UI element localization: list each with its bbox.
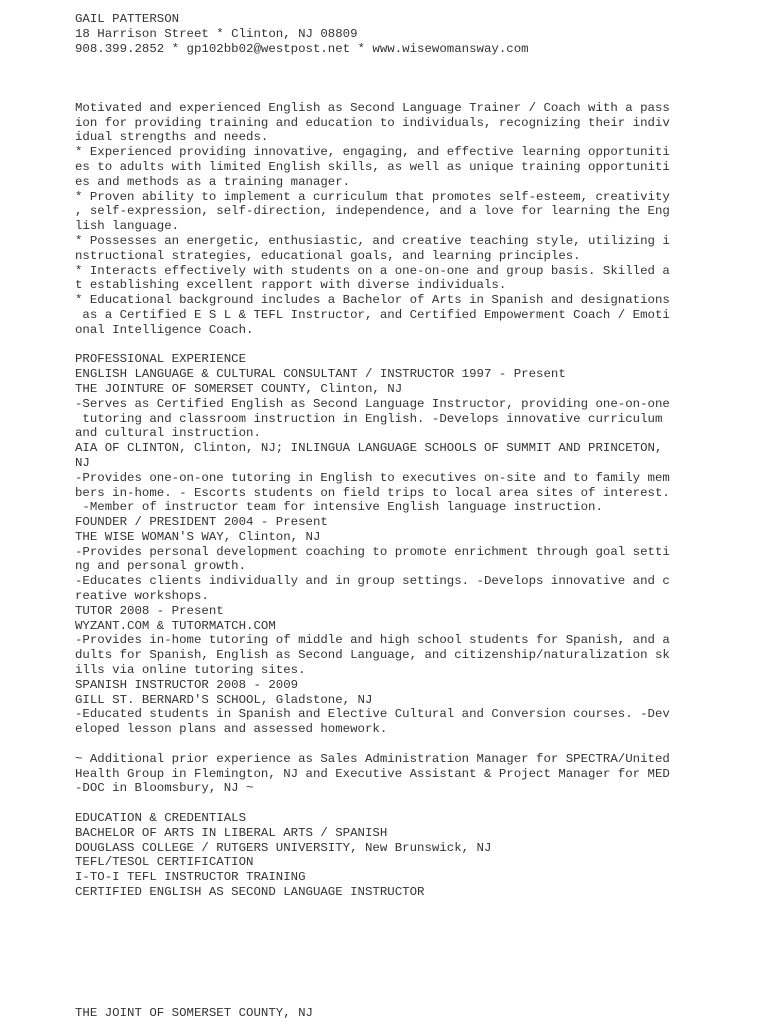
job-detail: reative workshops. [75, 589, 209, 604]
employer: WYZANT.COM & TUTORMATCH.COM [75, 618, 276, 633]
summary-line: * Educational background includes a Bachelor of Arts in Spanish and designations [75, 293, 670, 308]
spacer [75, 86, 685, 101]
employer: THE JOINTURE OF SOMERSET COUNTY, Clinton, NJ [75, 381, 403, 396]
job-detail: eloped lesson plans and assessed homework. [75, 722, 388, 737]
job-title: FOUNDER / PRESIDENT 2004 - Present [75, 515, 328, 530]
education-line: DOUGLASS COLLEGE / RUTGERS UNIVERSITY, New Brunswick, NJ [75, 840, 492, 855]
job-detail: -Member of instructor team for intensive English language instruction. [75, 500, 603, 515]
job-detail: ills via online tutoring sites. [75, 663, 306, 678]
education-line: CERTIFIED ENGLISH AS SECOND LANGUAGE INSTRUCTOR [75, 885, 425, 900]
summary-line: es and methods as a training manager. [75, 174, 351, 189]
additional-line: ~ Additional prior experience as Sales Administration Manager for SPECTRA/United [75, 751, 670, 766]
employer: THE WISE WOMAN'S WAY, Clinton, NJ [75, 529, 321, 544]
summary-line: Motivated and experienced English as Second Language Trainer / Coach with a pass [75, 100, 670, 115]
education-line: I-TO-I TEFL INSTRUCTOR TRAINING [75, 870, 306, 885]
job-detail: -Provides personal development coaching to promote enrichment through goal setti [75, 544, 670, 559]
footer-text: THE JOINT OF SOMERSET COUNTY, NJ [75, 1006, 313, 1020]
summary-line: , self-expression, self-direction, independence, and a love for learning the Eng [75, 204, 670, 219]
job-detail: ng and personal growth. [75, 559, 247, 574]
job-title: TUTOR 2008 - Present [75, 603, 224, 618]
employer: AIA OF CLINTON, Clinton, NJ; INLINGUA LANGUAGE SCHOOLS OF SUMMIT AND PRINCETON, [75, 441, 663, 456]
employer: GILL ST. BERNARD'S SCHOOL, Gladstone, NJ [75, 692, 373, 707]
job-detail: -Provides in-home tutoring of middle and high school students for Spanish, and a [75, 633, 670, 648]
resume-document [75, 12, 685, 900]
applicant-address: 18 Harrison Street * Clinton, NJ 08809 [75, 26, 358, 41]
spacer [75, 338, 685, 353]
job-detail: -Provides one-on-one tutoring in English to executives on-site and to family mem [75, 470, 670, 485]
spacer [75, 737, 685, 752]
job-title: ENGLISH LANGUAGE & CULTURAL CONSULTANT / INSTRUCTOR 1997 - Present [75, 367, 566, 382]
section-heading: PROFESSIONAL EXPERIENCE [75, 352, 247, 367]
employer: NJ [75, 455, 90, 470]
summary-line: * Proven ability to implement a curriculum that promotes self-esteem, creativity [75, 189, 670, 204]
job-detail: -Educated students in Spanish and Elective Cultural and Conversion courses. -Dev [75, 707, 670, 722]
summary-line: * Interacts effectively with students on a one-on-one and group basis. Skilled a [75, 263, 670, 278]
additional-line: Health Group in Flemington, NJ and Executive Assistant & Project Manager for MED [75, 766, 670, 781]
job-detail: and cultural instruction. [75, 426, 261, 441]
summary-line: as a Certified E S L & TEFL Instructor, and Certified Empowerment Coach / Emoti [75, 307, 670, 322]
summary-line: lish language. [75, 219, 180, 234]
section-heading: EDUCATION & CREDENTIALS [75, 811, 247, 826]
additional-line: -DOC in Bloomsbury, NJ ~ [75, 781, 254, 796]
spacer [75, 56, 685, 86]
job-detail: dults for Spanish, English as Second Language, and citizenship/naturalization sk [75, 648, 670, 663]
summary-line: ion for providing training and education to individuals, recognizing their indiv [75, 115, 670, 130]
applicant-name: GAIL PATTERSON [75, 12, 180, 26]
summary-line: * Possesses an energetic, enthusiastic, and creative teaching style, utilizing i [75, 233, 670, 248]
job-detail: -Serves as Certified English as Second Language Instructor, providing one-on-one [75, 396, 670, 411]
education-line: BACHELOR OF ARTS IN LIBERAL ARTS / SPANISH [75, 825, 388, 840]
summary-line: onal Intelligence Coach. [75, 322, 254, 337]
job-detail: -Educates clients individually and in group settings. -Develops innovative and c [75, 574, 670, 589]
experience-section [75, 352, 685, 737]
summary-line: idual strengths and needs. [75, 130, 269, 145]
job-title: SPANISH INSTRUCTOR 2008 - 2009 [75, 677, 299, 692]
education-section [75, 811, 685, 900]
summary-line: * Experienced providing innovative, engaging, and effective learning opportuniti [75, 145, 670, 160]
spacer [75, 796, 685, 811]
summary-section [75, 101, 685, 338]
resume-header [75, 12, 685, 56]
summary-line: es to adults with limited English skills, as well as unique training opportuniti [75, 159, 670, 174]
summary-line: nstructional strategies, educational goals, and learning principles. [75, 248, 581, 263]
education-line: TEFL/TESOL CERTIFICATION [75, 855, 254, 870]
summary-line: t establishing excellent rapport with diverse individuals. [75, 278, 507, 293]
job-detail: tutoring and classroom instruction in English. -Develops innovative curriculum [75, 411, 663, 426]
applicant-contact: 908.399.2852 * gp102bb02@westpost.net * www.wisewomansway.com [75, 41, 529, 56]
job-detail: bers in-home. - Escorts students on field trips to local area sites of interest. [75, 485, 670, 500]
additional-experience [75, 752, 685, 796]
